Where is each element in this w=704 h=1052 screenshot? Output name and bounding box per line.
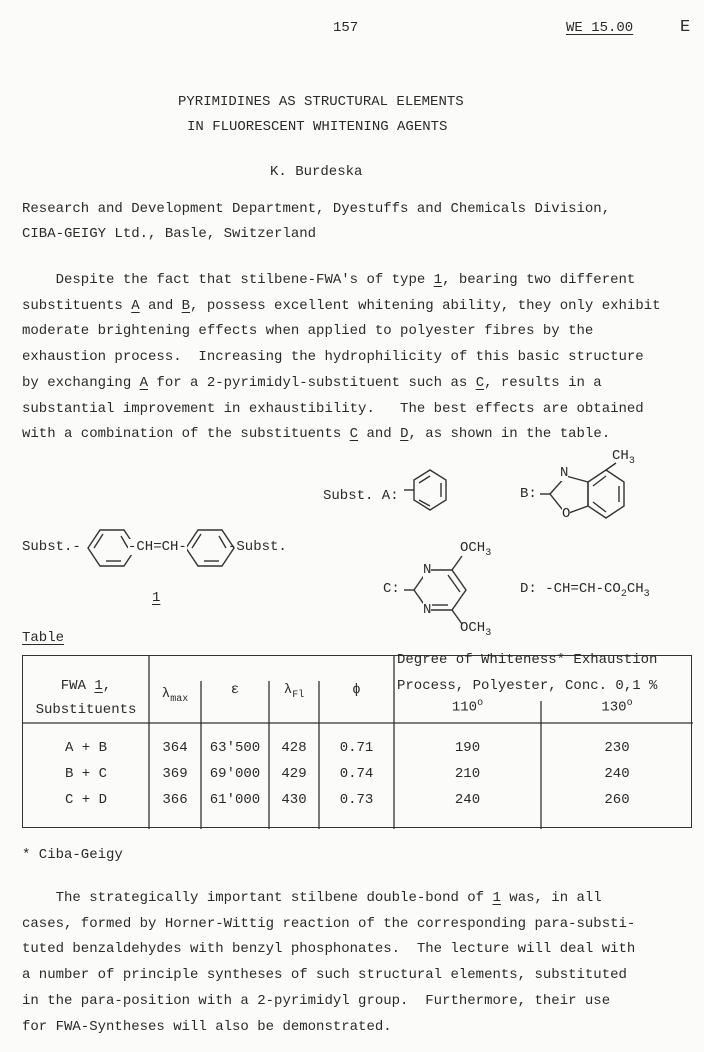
cell-w110: 240	[454, 792, 481, 808]
text-line	[22, 890, 602, 906]
header-epsilon: ε	[230, 682, 240, 698]
stilbene-left-substituent: Subst.-	[22, 539, 81, 555]
text-segment: Despite the fact that stilbene-FWA's of type	[22, 272, 434, 288]
text-line	[22, 941, 635, 957]
subst-a-label: Subst. A:	[323, 488, 399, 504]
underlined-reference: B	[181, 297, 191, 314]
cell-phi: 0.73	[339, 792, 374, 808]
text-line	[22, 916, 635, 932]
underlined-reference: A	[131, 297, 140, 314]
compound-number: 1	[152, 590, 161, 606]
author: K. Burdeska	[270, 164, 363, 180]
benzene-ring-a	[404, 470, 446, 510]
text-line	[22, 993, 610, 1009]
document-code: WE 15.00	[566, 20, 634, 36]
nitrogen-atom: N	[560, 465, 569, 481]
results-table	[22, 652, 692, 828]
underlined-reference: 1	[433, 272, 443, 288]
underlined-reference: D	[400, 426, 409, 443]
methoxy-top: $OCH_3$	[460, 540, 492, 559]
cell-eps: 63'500	[209, 740, 261, 756]
header-130: 130$^o$	[601, 698, 633, 716]
affiliation-line-2: CIBA-GEIGY Ltd., Basle, Switzerland	[22, 226, 317, 242]
stilbene-bridge: -CH=CH-	[128, 539, 187, 555]
affiliation-line-1: Research and Development Department, Dyestuffs and Chemicals Division,	[22, 201, 611, 217]
text-line	[22, 1019, 392, 1035]
text-segment: The strategically important stilbene double-bond of	[22, 890, 493, 906]
underlined-reference: 1	[492, 890, 501, 906]
cell-phi: 0.74	[339, 766, 374, 782]
text-segment: for FWA-Syntheses will also be demonstrated.	[22, 1018, 392, 1035]
title-line-2: IN FLUORESCENT WHITENING AGENTS	[187, 119, 448, 135]
footnote: * Ciba-Geigy	[22, 847, 123, 863]
underlined-reference: C	[349, 426, 359, 443]
header-lambda-max: $\lambda_{max}$	[161, 686, 189, 705]
text-segment: was, in all	[500, 890, 602, 906]
underlined-reference: C	[475, 374, 485, 391]
cell-phi: 0.71	[339, 740, 374, 756]
cell-w130: 230	[604, 740, 630, 756]
cell-subst: B + C	[64, 766, 107, 782]
cell-lfl: 429	[281, 766, 307, 782]
text-segment: a number of principle syntheses of such structural elements, substituted	[22, 967, 627, 984]
nitrogen-atom: N	[423, 602, 432, 618]
text-segment: , results in a	[484, 374, 602, 391]
cell-w110: 210	[454, 766, 481, 782]
text-segment: by exchanging	[22, 374, 140, 391]
text-segment: moderate brightening effects when applied to polyester fibres by the	[22, 323, 594, 340]
benzoxazole-ring-b	[540, 463, 624, 518]
table-label: Table	[22, 630, 65, 646]
nitrogen-atom: N	[423, 562, 432, 578]
pyrimidine-ring-c	[404, 556, 466, 624]
methyl-group: $CH_3$	[612, 448, 635, 467]
cell-subst: A + B	[64, 740, 107, 756]
text-segment: substituents	[22, 297, 132, 314]
text-segment: substantial improvement in exhaustibility. The best effects are obtained	[22, 400, 644, 417]
subst-b-label: B:	[520, 486, 537, 502]
text-segment: for a 2-pyrimidyl-substituent such as	[148, 374, 476, 391]
cell-eps: 61'000	[209, 792, 261, 808]
header-lambda-fl: $\lambda_{Fl}$	[283, 682, 305, 701]
underlined-reference: A	[139, 374, 149, 391]
document-letter: E	[680, 18, 691, 37]
text-segment: exhaustion process. Increasing the hydrophilicity of this basic structure	[22, 349, 644, 366]
subst-c-label: C:	[383, 581, 400, 597]
cell-lfl: 430	[281, 792, 307, 808]
cell-subst: C + D	[64, 792, 107, 808]
methoxy-bottom: $OCH_3$	[460, 620, 492, 639]
text-line	[22, 967, 627, 983]
cell-lmax: 366	[162, 792, 188, 808]
header-fwa: FWA 1, Substituents	[35, 678, 137, 718]
subst-d-formula: D: $-CH=CH-CO_2CH_3$	[520, 581, 650, 600]
text-segment: and	[139, 297, 182, 314]
oxygen-atom: O	[562, 506, 571, 522]
text-segment: cases, formed by Horner-Wittig reaction of the corresponding para-substi-	[22, 915, 636, 932]
header-whiteness-2: Process, Polyester, Conc. 0,1 %	[397, 678, 658, 694]
cell-lfl: 428	[281, 740, 307, 756]
cell-w130: 240	[604, 766, 630, 782]
header-whiteness-1: Degree of Whiteness* Exhaustion	[397, 652, 658, 668]
title-line-1: PYRIMIDINES AS STRUCTURAL ELEMENTS	[178, 94, 464, 110]
text-segment: , as shown in the table.	[408, 426, 611, 443]
header-110: 110$^o$	[451, 698, 484, 716]
text-segment: in the para-position with a 2-pyrimidyl group. Furthermore, their use	[22, 992, 611, 1009]
page-number: 157	[333, 20, 359, 36]
stilbene-right-substituent: -Subst.	[228, 539, 287, 555]
cell-w110: 190	[454, 740, 481, 756]
cell-lmax: 364	[162, 740, 188, 756]
cell-w130: 260	[604, 792, 630, 808]
text-segment: , possess excellent whitening ability, they only exhibit	[190, 297, 661, 314]
text-segment: tuted benzaldehydes with benzyl phosphonates. The lecture will deal with	[22, 941, 636, 958]
text-segment: and	[358, 426, 401, 443]
header-phi: ϕ	[352, 682, 361, 698]
text-segment: with a combination of the substituents	[22, 426, 350, 443]
cell-eps: 69'000	[209, 766, 261, 782]
cell-lmax: 369	[162, 766, 188, 782]
text-segment: , bearing two different	[442, 272, 636, 288]
